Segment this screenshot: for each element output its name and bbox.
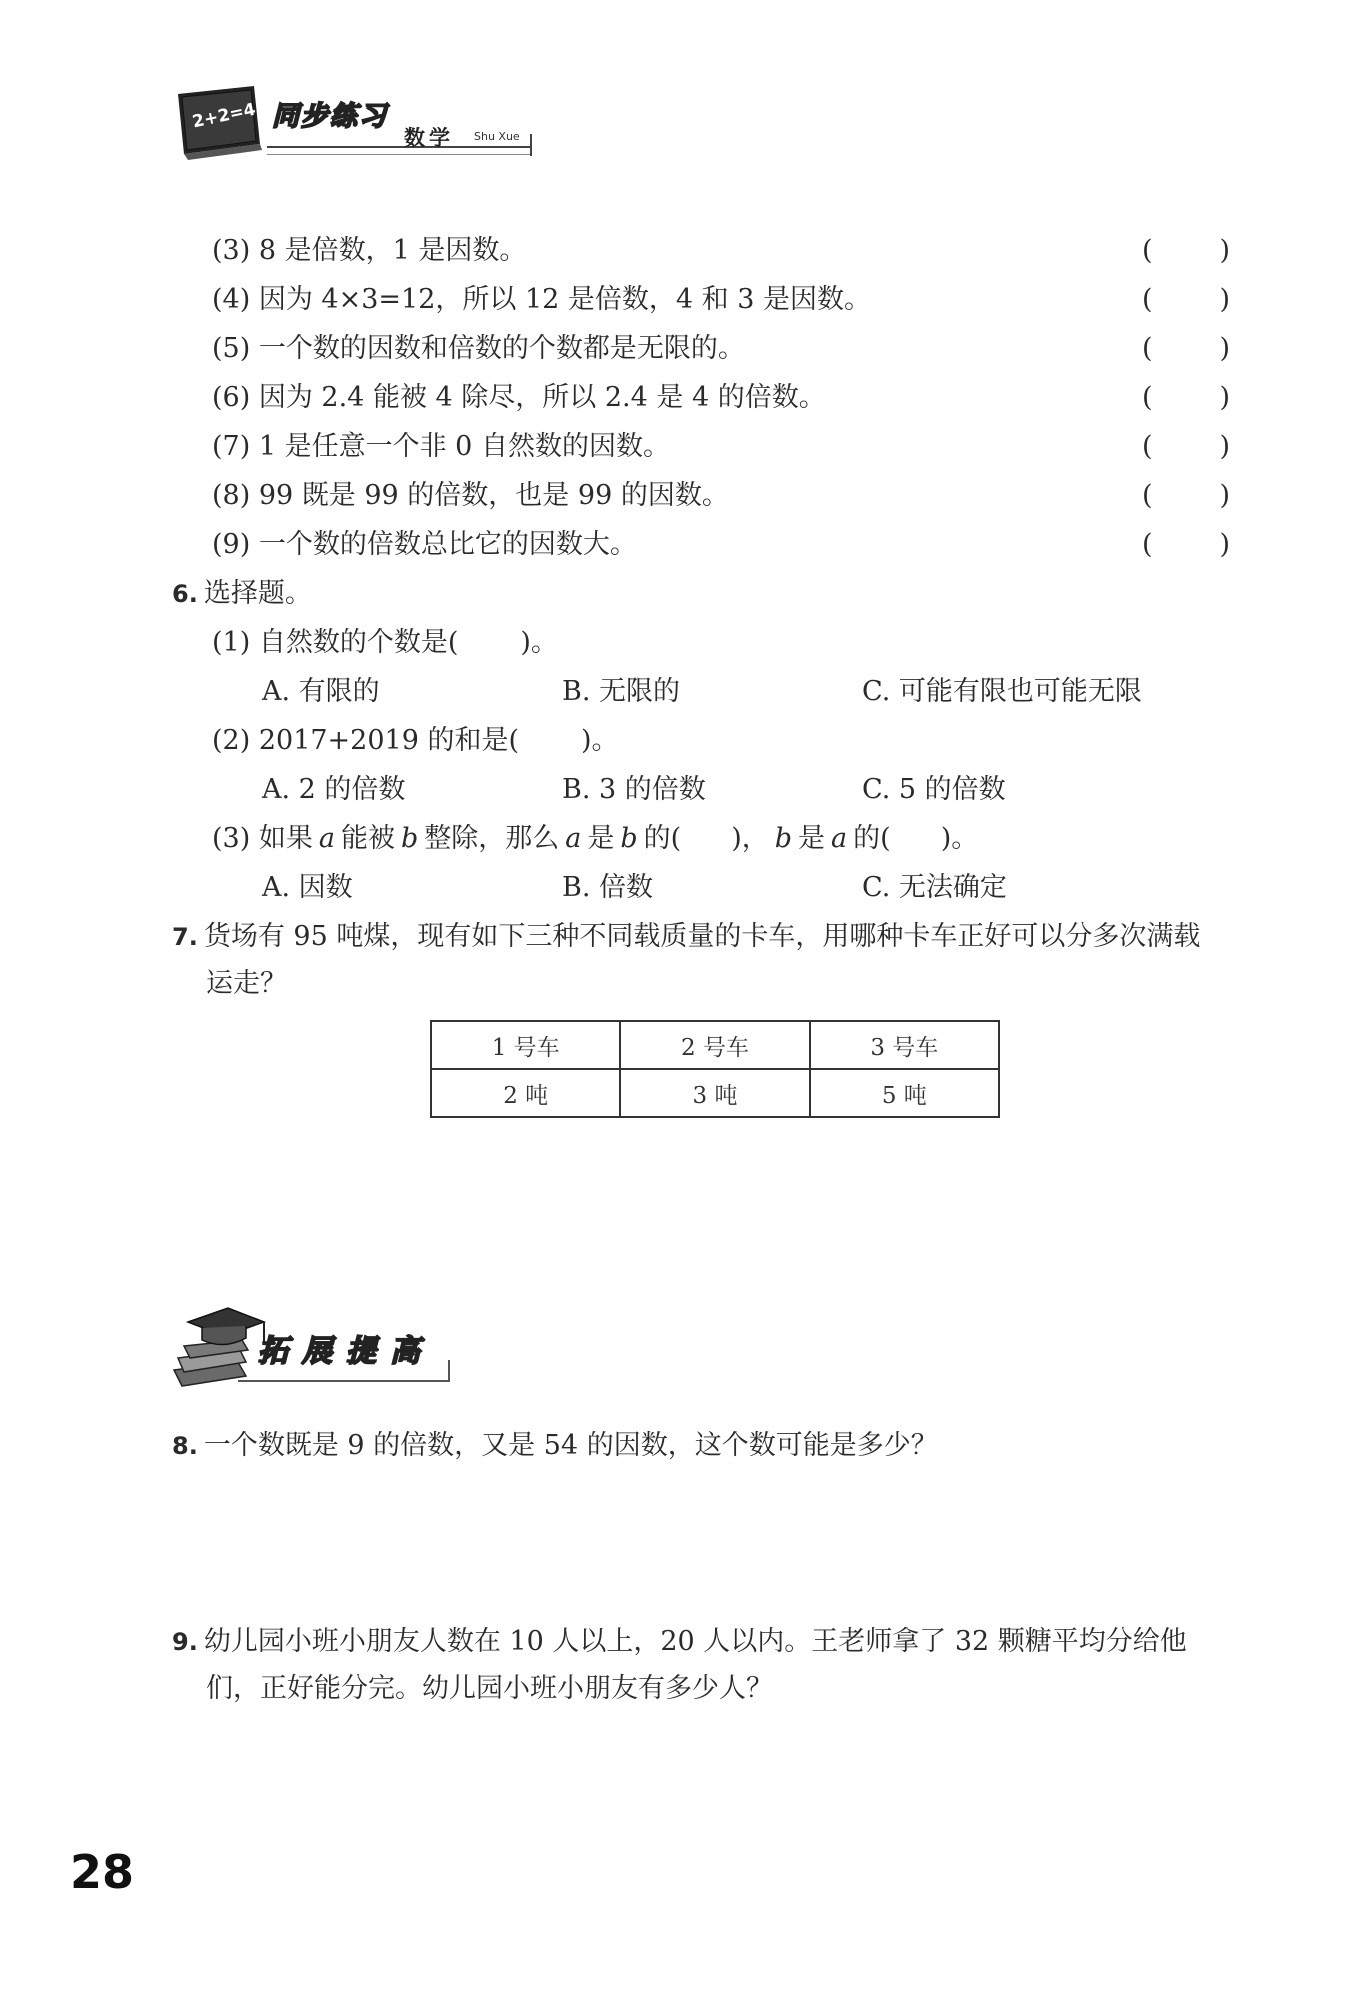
page-number: 28 [70,1845,135,1899]
option-c[interactable]: C. 无法确定 [862,872,1007,903]
text-part: 能被 [340,823,395,854]
option-b[interactable]: B. 倍数 [562,872,654,903]
question-text: 选择题。 [203,578,312,609]
item-number: (4) [212,284,251,315]
bracket-right: ) [1219,382,1230,413]
question-number: 9. [172,1628,198,1656]
truck-table [430,1020,1000,1118]
question-text-line-1: 幼儿园小班小朋友人数在 10 人以上，20 人以内。王老师拿了 32 颗糖平均分给他 [203,1626,1187,1657]
bracket-right: ) [1219,333,1230,364]
item-number: (8) [212,480,251,511]
question-6-sub-2 [212,723,619,759]
table-header-cell: 3 号车 [810,1021,999,1069]
text-part: 是 [587,823,615,854]
bracket-right: ) [1219,284,1230,315]
section-badge [168,1300,458,1395]
variable: b [774,823,793,854]
header-badge [172,84,552,164]
variable: a [831,823,848,854]
item-text: 8 是倍数，1 是因数。 [258,235,527,266]
text-part: 的( [853,823,891,854]
item-number: (7) [212,431,251,462]
question-7 [172,919,1200,955]
header-rule [267,146,532,148]
item-text: 一个数的倍数总比它的因数大。 [258,529,637,560]
table-header-cell: 2 号车 [620,1021,809,1069]
item-number: (6) [212,382,251,413]
item-text-pre: 自然数的个数是( [258,627,459,658]
question-number: 8. [172,1432,198,1460]
table-header-cell: 1 号车 [431,1021,620,1069]
table-cell: 3 吨 [620,1069,809,1117]
variable: a [565,823,582,854]
bracket-left: ( [1142,529,1153,560]
bracket-left: ( [1142,235,1153,266]
option-b[interactable]: B. 无限的 [562,676,681,707]
bracket-left: ( [1142,431,1153,462]
item-number: (1) [212,627,251,658]
bracket-right: ) [1219,431,1230,462]
bracket-left: ( [1142,382,1153,413]
variable: b [620,823,638,854]
item-number: (3) [212,235,251,266]
item-text-post: )。 [581,725,619,756]
item-text: 因为 4×3=12，所以 12 是倍数，4 和 3 是因数。 [258,284,872,315]
item-number: (9) [212,529,251,560]
question-number: 7. [172,923,198,951]
text-part: 整除，那么 [424,823,560,854]
question-number: 6. [172,580,198,608]
bracket-right: ) [1219,529,1230,560]
bracket-left: ( [1142,284,1153,315]
question-7-line-2: 运走？ [206,968,287,999]
question-text-line-1: 货场有 95 吨煤，现有如下三种不同载质量的卡车，用哪种卡车正好可以分多次满载 [203,921,1201,952]
item-text-post: )。 [520,627,558,658]
question-6-sub-1 [212,625,558,661]
header-subject: 数学 [404,126,454,150]
item-text: 一个数的因数和倍数的个数都是无限的。 [258,333,745,364]
question-8 [172,1428,938,1464]
item-number: (3) [212,823,251,854]
option-a[interactable]: A. 有限的 [262,676,380,707]
question-9-line-2: 们，正好能分完。幼儿园小班小朋友有多少人？ [206,1673,773,1704]
item-number: (2) [212,725,251,756]
table-row [431,1069,999,1117]
question-text: 一个数既是 9 的倍数，又是 54 的因数，这个数可能是多少？ [203,1430,938,1461]
table-cell: 5 吨 [810,1069,999,1117]
item-text-pre: 2017+2019 的和是( [258,725,520,756]
blackboard-text: 2+2=4 [190,99,258,133]
text-part: 的( [643,823,682,854]
header-rule-thin [267,154,532,155]
question-6-title [172,576,312,612]
item-number: (5) [212,333,251,364]
header-rule-end [530,134,532,156]
section-title: 拓展提高 [258,1334,434,1369]
text-part: 是 [798,823,826,854]
section-underline [238,1380,450,1382]
question-6-sub-3 [212,821,978,857]
text-part: 如果 [258,823,313,854]
table-cell: 2 吨 [431,1069,620,1117]
text-part: )， [731,823,769,854]
option-c[interactable]: C. 可能有限也可能无限 [862,676,1142,707]
text-part: )。 [940,823,979,854]
question-9 [172,1624,1187,1660]
header-subject-pinyin: Shu Xue [474,130,520,143]
option-a[interactable]: A. 因数 [262,872,353,903]
bracket-left: ( [1142,333,1153,364]
section-rule-end [448,1360,450,1382]
bracket-right: ) [1219,480,1230,511]
option-b[interactable]: B. 3 的倍数 [562,774,706,805]
variable: b [400,823,419,854]
variable: a [318,823,335,854]
item-text: 99 既是 99 的倍数，也是 99 的因数。 [258,480,729,511]
header-title: 同步练习 [272,101,388,132]
item-text: 因为 2.4 能被 4 除尽，所以 2.4 是 4 的倍数。 [258,382,826,413]
item-text: 1 是任意一个非 0 自然数的因数。 [258,431,670,462]
option-a[interactable]: A. 2 的倍数 [262,774,406,805]
option-c[interactable]: C. 5 的倍数 [862,774,1006,805]
bracket-left: ( [1142,480,1153,511]
table-header-row [431,1021,999,1069]
bracket-right: ) [1219,235,1230,266]
